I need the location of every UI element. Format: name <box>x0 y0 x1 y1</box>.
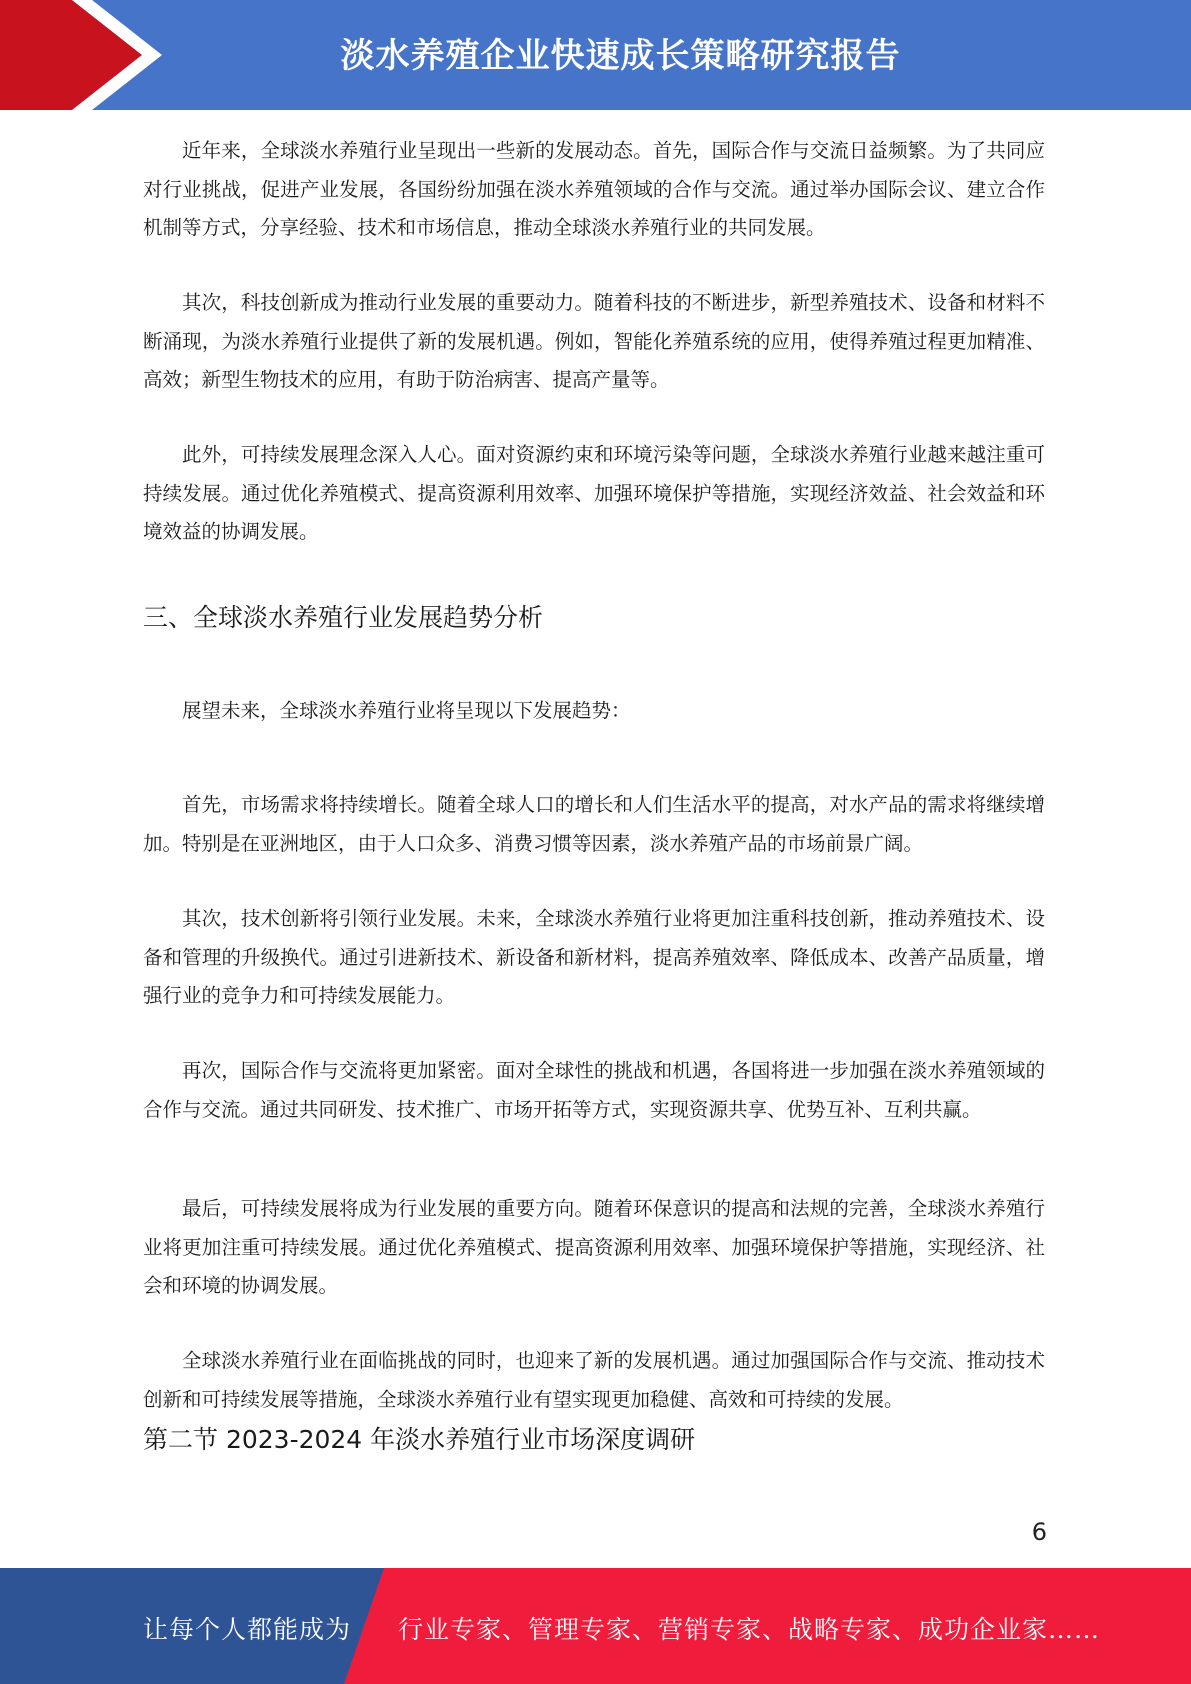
page-header <box>0 0 1191 110</box>
paragraph: 最后，可持续发展将成为行业发展的重要方向。随着环保意识的提高和法规的完善，全球淡水养殖行业将更加注重可持续发展。通过优化养殖模式、提高资源利用效率、加强环境保护等措施，实现经济、社会和环境的协调发展。 <box>143 1197 1045 1297</box>
paragraph: 其次，技术创新将引领行业发展。未来，全球淡水养殖行业将更加注重科技创新，推动养殖技术、设备和管理的升级换代。通过引进新技术、新设备和新材料，提高养殖效率、降低成本、改善产品质量，增强行业的竞争力和可持续发展能力。 <box>143 907 1045 1007</box>
page-number: 6 <box>1031 1518 1047 1546</box>
paragraph: 再次，国际合作与交流将更加紧密。面对全球性的挑战和机遇，各国将进一步加强在淡水养殖领域的合作与交流。通过共同研发、技术推广、市场开拓等方式，实现资源共享、优势互补、互利共赢。 <box>143 1059 1045 1121</box>
footer-slogan-right: 行业专家、管理专家、营销专家、战略专家、成功企业家…… <box>398 1615 1101 1644</box>
report-title: 淡水养殖企业快速成长策略研究报告 <box>340 36 901 76</box>
paragraph: 近年来，全球淡水养殖行业呈现出一些新的发展动态。首先，国际合作与交流日益频繁。为了共同应对行业挑战，促进产业发展，各国纷纷加强在淡水养殖领域的合作与交流。通过举办国际会议、建立合作机制等方式，分享经验、技术和市场信息，推动全球淡水养殖行业的共同发展。 <box>143 139 1045 239</box>
paragraph: 其次，科技创新成为推动行业发展的重要动力。随着科技的不断进步，新型养殖技术、设备和材料不断涌现，为淡水养殖行业提供了新的发展机遇。例如，智能化养殖系统的应用，使得养殖过程更加精准、高效；新型生物技术的应用，有助于防治病害、提高产量等。 <box>143 291 1045 391</box>
paragraph: 此外，可持续发展理念深入人心。面对资源约束和环境污染等问题，全球淡水养殖行业越来越注重可持续发展。通过优化养殖模式、提高资源利用效率、加强环境保护等措施，实现经济效益、社会效益和环境效益的协调发展。 <box>143 443 1045 543</box>
paragraph: 全球淡水养殖行业在面临挑战的同时，也迎来了新的发展机遇。通过加强国际合作与交流、推动技术创新和可持续发展等措施，全球淡水养殖行业有望实现更加稳健、高效和可持续的发展。 <box>143 1349 1045 1411</box>
section-title: 第二节 2023-2024 年淡水养殖行业市场深度调研 <box>143 1425 696 1454</box>
paragraph: 展望未来，全球淡水养殖行业将呈现以下发展趋势： <box>182 699 631 722</box>
page-footer <box>0 1568 1191 1684</box>
section-heading: 三、全球淡水养殖行业发展趋势分析 <box>143 603 544 632</box>
footer-slogan-left: 让每个人都能成为 <box>143 1615 352 1644</box>
paragraph: 首先，市场需求将持续增长。随着全球人口的增长和人们生活水平的提高，对水产品的需求将继续增加。特别是在亚洲地区，由于人口众多、消费习惯等因素，淡水养殖产品的市场前景广阔。 <box>143 793 1045 855</box>
